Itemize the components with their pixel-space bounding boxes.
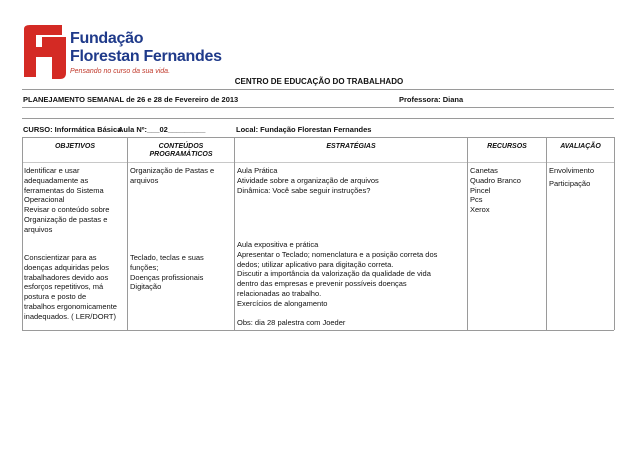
table-header-border (22, 162, 614, 163)
org-name-line2: Florestan Fernandes (70, 48, 222, 65)
row2-estrategias: Aula expositiva e prática Apresentar o Teclado; nomenclatura e a posição correta dos dedos; utilizar aplicativo para digitação correta. Discutir a importância da valorização da qualidade de vida dentro das empresas e prevenir possíveis doenças relacionadas ao trabalho. Exercícios de alongamento Obs: dia 28 palestra com Joeder (237, 240, 438, 328)
page-title: CENTRO DE EDUCAÇÃO DO TRABALHADO (234, 77, 404, 86)
course-label: CURSO: Informática Básica (23, 125, 122, 134)
row1-avaliacao-1: Envolvimento (549, 166, 595, 175)
column-divider (467, 137, 468, 330)
row1-estrategias: Aula Prática Atividade sobre a organização de arquivos Dinâmica: Você sabe seguir instruções? (237, 166, 379, 195)
teacher-label: Professora: Diana (399, 95, 464, 104)
row1-objetivos: Identificar e usar adequadamente as ferramentas do Sistema Operacional Revisar o conteúdo sobre Organização de pastas e arquivos (24, 166, 110, 234)
row1-recursos: Canetas Quadro Branco Pincel Pcs Xerox (470, 166, 521, 215)
column-divider (546, 137, 547, 330)
column-divider (127, 137, 128, 330)
table-border (614, 137, 615, 330)
table-border (22, 137, 23, 330)
col-header-objetivos: OBJETIVOS (54, 143, 96, 150)
col-header-recursos: RECURSOS (487, 143, 527, 150)
row2-conteudos: Teclado, teclas e suas funções; Doenças profissionais Digitação (130, 253, 204, 292)
col-header-estrategias: ESTRATÉGIAS (326, 143, 376, 150)
lesson-label: Aula Nº:___02_________ (118, 125, 206, 134)
row2-objetivos: Conscientizar para as doenças adquiridas pelos trabalhadores devido aos esforços repetitivos, má postura e posto de trabalhos ergonomicamente inadequados. ( LER/DORT) (24, 253, 117, 321)
org-name-line1: Fundação (70, 30, 144, 47)
org-tagline: Pensando no curso da sua vida. (70, 68, 171, 75)
row1-conteudos: Organização de Pastas e arquivos (130, 166, 215, 185)
divider (22, 118, 614, 119)
row1-avaliacao-2: Participação (549, 179, 591, 188)
table-top-border (22, 137, 614, 138)
location-label: Local: Fundação Florestan Fernandes (236, 125, 372, 134)
divider (22, 89, 614, 90)
divider (22, 107, 614, 108)
col-header-conteudos: CONTEÚDOS PROGRAMÁTICOS (149, 143, 213, 158)
table-bottom-border (22, 330, 614, 331)
column-divider (234, 137, 235, 330)
col-header-avaliacao: AVALIAÇÃO (560, 143, 601, 150)
planning-label: PLANEJAMENTO SEMANAL de 26 e 28 de Fevereiro de 2013 (23, 95, 239, 104)
